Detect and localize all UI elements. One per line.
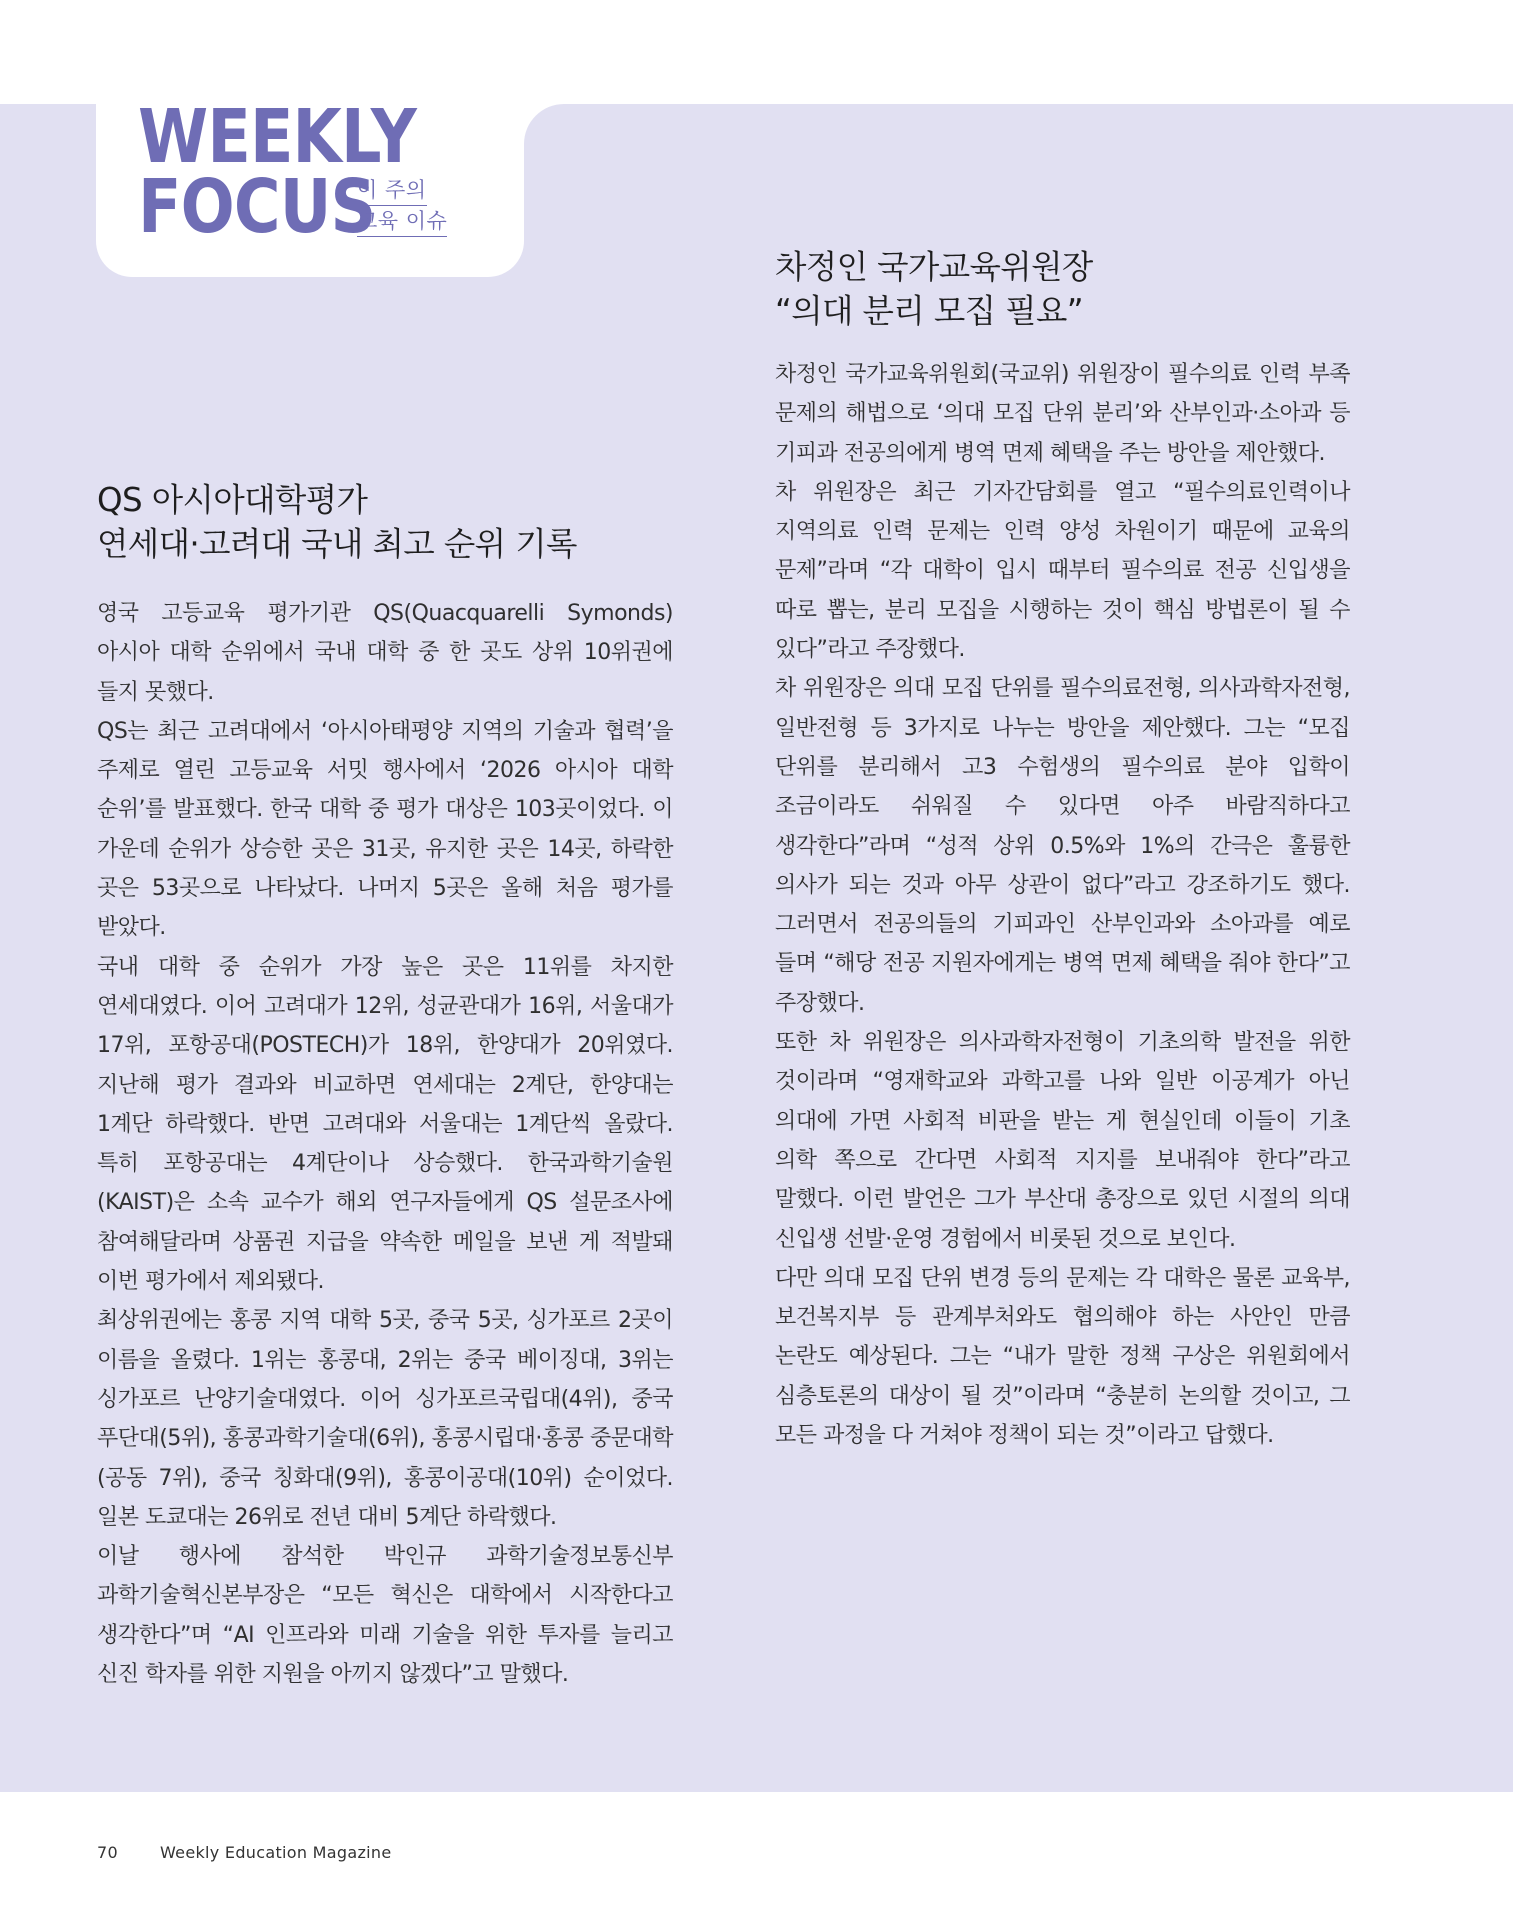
left-article-paragraph: QS는 최근 고려대에서 ‘아시아태평양 지역의 기술과 협력’을 주제로 열린 고등교육 서밋 행사에서 ‘2026 아시아 대학 순위’를 발표했다. 한국 대학 중 평가 대상은 103곳이었다. 이 가운데 순위가 상승한 곳은 31곳, 유지한 곳은 14곳, 하락한 곳은 53곳으로 나타났다. 나머지 5곳은 올해 처음 평가를 받았다. [97, 718, 673, 941]
left-article-title-line1: QS 아시아대학평가 [97, 481, 368, 519]
brand-focus: FOCUS [138, 164, 376, 250]
left-article-paragraph: 국내 대학 중 순위가 가장 높은 곳은 11위를 차지한 연세대였다. 이어 고려대가 12위, 성균관대가 16위, 서울대가 17위, 포항공대(POSTECH)가 18위, 한양대가 20위였다. 지난해 평가 결과와 비교하면 연세대는 2계단, 한양대는 1계단 하락했다. 반면 고려대와 서울대는 1계단씩 올랐다. 특히 포항공대는 4계단이나 상승했다. 한국과학기술원(KAIST)은 소속 교수가 해외 연구자들에게 QS 설문조사에 참여해달라며 상품권 지급을 약속한 메일을 보낸 게 적발돼 이번 평가에서 제외됐다. [97, 954, 673, 1295]
left-article [97, 478, 673, 1694]
magazine-name: Weekly Education Magazine [160, 1843, 392, 1862]
right-article-paragraph: 또한 차 위원장은 의사과학자전형이 기초의학 발전을 위한 것이라며 “영재학교와 과학고를 나와 일반 이공계가 아닌 의대에 가면 사회적 비판을 받는 게 현실인데 이들이 기초 의학 쪽으로 간다면 사회적 지지를 보내줘야 한다”라고 말했다. 이런 발언은 그가 부산대 총장으로 있던 시절의 의대 신입생 선발·운영 경험에서 비롯된 것으로 보인다. [775, 1030, 1350, 1252]
brand-weekly: WEEKLY [138, 94, 417, 180]
header-tab-corner [524, 104, 564, 144]
right-article [775, 245, 1350, 1455]
left-article-paragraph: 영국 고등교육 평가기관 QS(Quacquarelli Symonds) 아시아 대학 순위에서 국내 대학 중 한 곳도 상위 10위권에 들지 못했다. [97, 601, 673, 705]
brand-subtitle-line2: 교육 이슈 [357, 208, 447, 237]
right-article-paragraph: 차 위원장은 의대 모집 단위를 필수의료전형, 의사과학자전형, 일반전형 등 3가지로 나누는 방안을 제안했다. 그는 “모집 단위를 분리해서 고3 수험생의 필수의료 분야 입학이 조금이라도 쉬워질 수 있다면 아주 바람직하다고 생각한다”라며 “성적 상위 0.5%와 1%의 간극은 훌륭한 의사가 되는 것과 아무 상관이 없다”라고 강조하기도 했다. 그러면서 전공의들의 기피과인 산부인과와 소아과를 예로 들며 “해당 전공 지원자에게는 병역 면제 혜택을 줘야 한다”고 주장했다. [775, 676, 1350, 1016]
right-article-paragraph: 차정인 국가교육위원회(국교위) 위원장이 필수의료 인력 부족 문제의 해법으로 ‘의대 모집 단위 분리’와 산부인과·소아과 등 기피과 전공의에게 병역 면제 혜택을 주는 방안을 제안했다. [775, 362, 1350, 466]
right-article-paragraph: 다만 의대 모집 단위 변경 등의 문제는 각 대학은 물론 교육부, 보건복지부 등 관계부처와도 협의해야 하는 사안인 만큼 논란도 예상된다. 그는 “내가 말한 정책 구상은 위원회에서 심층토론의 대상이 될 것”이라며 “충분히 논의할 것이고, 그 모든 과정을 다 거쳐야 정책이 되는 것”이라고 답했다. [775, 1265, 1350, 1449]
right-article-paragraph: 차 위원장은 최근 기자간담회를 열고 “필수의료인력이나 지역의료 인력 문제는 인력 양성 차원이기 때문에 교육의 문제”라며 “각 대학이 입시 때부터 필수의료 전공 신입생을 따로 뽑는, 분리 모집을 시행하는 것이 핵심 방법론이 될 수 있다”라고 주장했다. [775, 479, 1350, 663]
left-article-paragraph: 최상위권에는 홍콩 지역 대학 5곳, 중국 5곳, 싱가포르 2곳이 이름을 올렸다. 1위는 홍콩대, 2위는 중국 베이징대, 3위는 싱가포르 난양기술대였다. 이어 싱가포르국립대(4위), 중국 푸단대(5위), 홍콩과학기술대(6위), 홍콩시립대·홍콩 중문대학(공동 7위), 중국 칭화대(9위), 홍콩이공대(10위) 순이었다. 일본 도쿄대는 26위로 전년 대비 5계단 하락했다. [97, 1308, 673, 1530]
brand-subtitle-line1: 이 주의 [357, 177, 427, 206]
left-article-title-line2: 연세대·고려대 국내 최고 순위 기록 [97, 525, 577, 563]
right-article-title-line2: “의대 분리 모집 필요” [775, 292, 1084, 330]
page-number: 70 [97, 1843, 118, 1862]
left-article-paragraph: 이날 행사에 참석한 박인규 과학기술정보통신부 과학기술혁신본부장은 “모든 혁신은 대학에서 시작한다고 생각한다”며 “AI 인프라와 미래 기술을 위한 투자를 늘리고 신진 학자를 위한 지원을 아끼지 않겠다”고 말했다. [97, 1544, 673, 1688]
right-article-title-line1: 차정인 국가교육위원장 [775, 248, 1093, 286]
